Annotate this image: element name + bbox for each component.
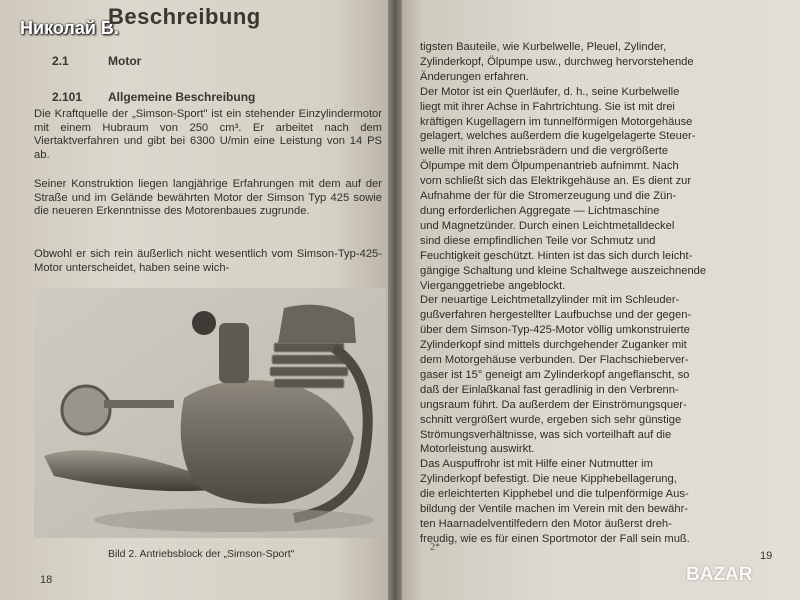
text-line: Aufnahme der für die Stromerzeugung und die Zün- xyxy=(420,190,677,203)
page-number-left: 18 xyxy=(40,574,53,586)
text-line: und Magnetzünder. Durch einen Leichtmetalldeckel xyxy=(420,219,675,232)
text-line: sind diese empfindlichen Teile vor Schmutz und xyxy=(420,234,656,247)
page-number-right: 19 xyxy=(760,550,773,562)
text-line: Vierganggetriebe angeblockt. xyxy=(420,279,566,292)
subsection-title: Allgemeine Beschreibung xyxy=(108,90,256,104)
text-line: ten Haarnadelventilfedern den Motor äußerst dreh- xyxy=(420,518,672,530)
text-line: Strömungsverhältnisse, was sich vorteilhaft auf die xyxy=(420,428,672,441)
text-line: welle mit ihren Antriebsrädern und die vergrößerte xyxy=(420,145,669,158)
text-line: gaser ist 15° geneigt am Zylinderkopf angeflanscht, so xyxy=(420,368,690,381)
section-number: 2.1 xyxy=(52,54,69,68)
paragraph: Seiner Konstruktion liegen langjährige Erfahrungen mit dem auf der Straße und im Gelände bewährten Motor der Simson Typ 425 sowie die neueren Erkenntnisse des Motorenbaues zugrunde. xyxy=(34,178,382,218)
text-line: Zylinderkopf sind mittels durchgehender Zuganker mit xyxy=(420,339,687,352)
text-line: über dem Simson-Typ-425-Motor völlig umkonstruierte xyxy=(420,324,690,337)
text-line: Zylinderkopf, Ölpumpe usw., durchweg hervorstehende xyxy=(420,55,694,68)
text-line: daß der Einlaßkanal fast geradlinig in den Verbrenn- xyxy=(420,383,679,396)
text-line: schnitt vergrößert wurde, ergeben sich sehr günstige xyxy=(420,413,682,426)
text-line: Der neuartige Leichtmetallzylinder mit im Schleuder- xyxy=(420,294,680,307)
right-column-text xyxy=(420,40,768,547)
text-line: Ölpumpe mit dem Ölpumpenantrieb aufnimmt. Nach xyxy=(420,160,679,173)
text-line: Das Auspuffrohr ist mit Hilfe einer Nutmutter im xyxy=(420,458,653,471)
paragraph: Die Kraftquelle der „Simson-Sport" ist ein stehender Einzylindermotor mit einem Hubraum von 250 cm³. Er arbeitet nach dem Viertaktverfahren und gibt bei 6300 U/min eine Leistung von 14 PS ab. xyxy=(34,108,382,161)
seller-watermark: Николай В. xyxy=(20,18,119,38)
text-line: kräftigen Kugellagern im tunnelförmigen Motorgehäuse xyxy=(420,115,693,128)
text-line: Der Motor ist ein Querläufer, d. h., seine Kurbelwelle xyxy=(420,85,680,98)
text-line: freudig, wie es für einen Sportmotor der Fall sein muß. xyxy=(420,532,690,545)
figure-caption: Bild 2. Antriebsblock der „Simson-Sport" xyxy=(108,548,295,560)
engine-photo xyxy=(34,288,386,538)
text-line: bildung der Ventile machen im Verein mit den bewähr- xyxy=(420,503,689,516)
text-line: Motorleistung auswirkt. xyxy=(420,443,535,456)
text-line: tigsten Bauteile, wie Kurbelwelle, Pleuel, Zylinder, xyxy=(420,41,667,53)
text-line: gußverfahren hergestellter Laufbuchse und der gegen- xyxy=(420,309,692,322)
subsection-number: 2.101 xyxy=(52,90,83,104)
text-line: dung erforderlichen Aggregate — Lichtmaschine xyxy=(420,204,660,217)
book-gutter xyxy=(388,0,402,600)
text-line: vorn schließt sich das Elektrikgehäuse an. Es dient zur xyxy=(420,175,692,188)
text-line: Änderungen erfahren. xyxy=(420,70,529,83)
text-line: Feuchtigkeit geschützt. Hinten ist das sich durch leicht- xyxy=(420,249,693,262)
text-line: liegt mit ihrer Achse in Fahrtrichtung. Sie ist mit drei xyxy=(420,100,675,113)
text-line: gelagert, welches außerdem die kugelgelagerte Steuer- xyxy=(420,130,696,143)
chapter-title: Beschreibung xyxy=(108,4,261,29)
text-line: die erleichterten Kipphebel und die tulpenförmige Aus- xyxy=(420,488,689,501)
text-line: ungsraum führt. Da außerdem der Einströmungsquer- xyxy=(420,398,687,411)
text-line: Zylinderkopf befestigt. Die neue Kipphebellagerung, xyxy=(420,473,677,486)
section-title: Motor xyxy=(108,54,142,68)
paragraph: Obwohl er sich rein äußerlich nicht wesentlich vom Simson-Typ-425-Motor unterscheidet, haben seine wich- xyxy=(34,248,382,274)
site-logo: BAZAR xyxy=(686,564,753,585)
text-line: gängige Schaltung und kleine Schaltwege auszeichnende xyxy=(420,264,707,277)
text-line: dem Motorgehäuse verbunden. Der Flachschieberver- xyxy=(420,354,689,367)
footnote-mark: 2* xyxy=(430,542,440,553)
